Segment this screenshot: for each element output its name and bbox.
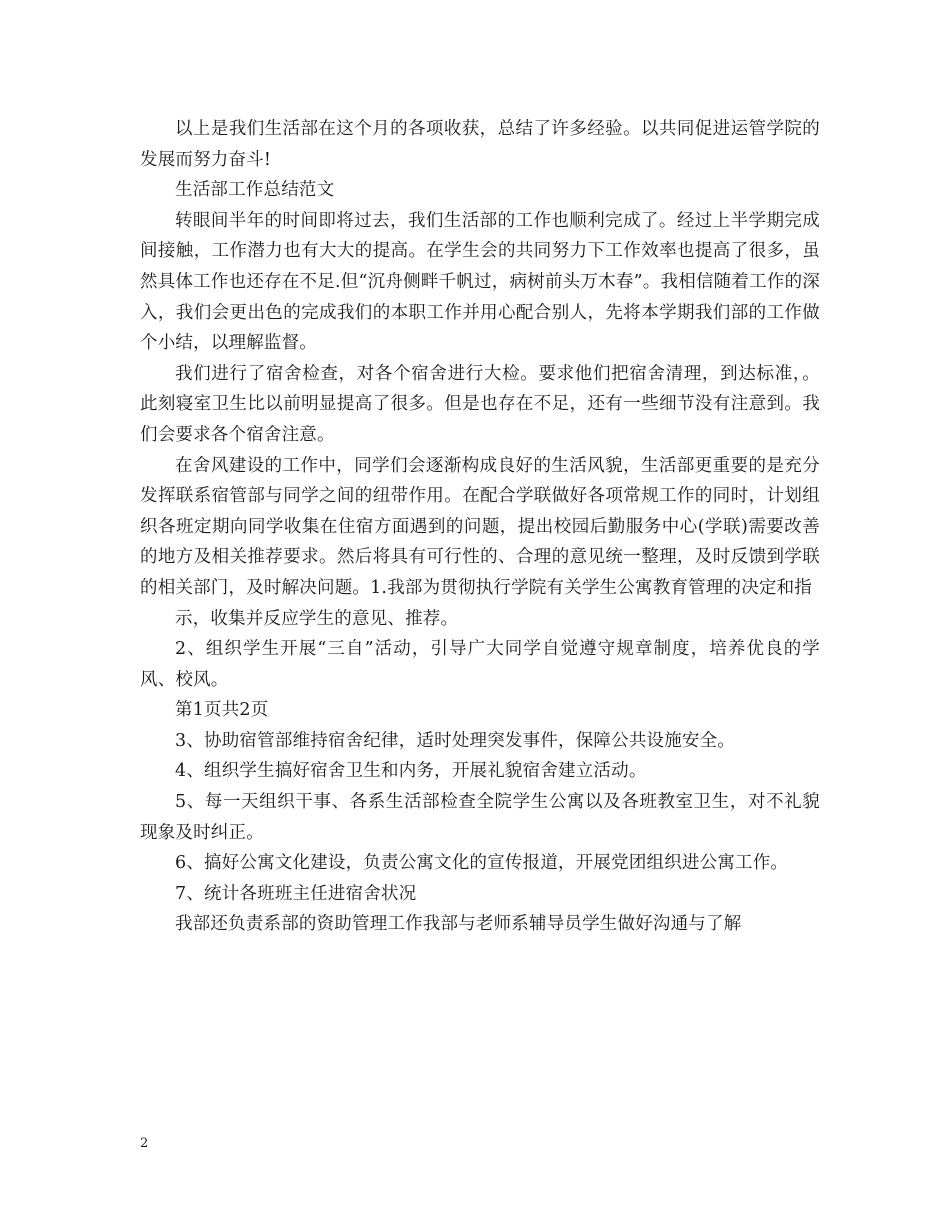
list-item-3: 3、协助宿管部维持宿舍纪律，适时处理突发事件，保障公共设施安全。 <box>175 730 736 751</box>
paragraph-closing-summary: 以上是我们生活部在这个月的各项收获，总结了许多经验。以共同促进运管学院的发展而努力奋斗! <box>140 119 820 170</box>
list-item-5: 5、每一天组织干事、各系生活部检查全院学生公寓以及各班教室卫生，对不礼貌现象及时纠正。 <box>140 792 820 843</box>
list-item-7: 7、统计各班班主任进宿舍状况 <box>175 883 417 904</box>
list-item-2: 2、组织学生开展“三自”活动，引导广大同学自觉遵守规章制度，培养优良的学风、校风。 <box>140 639 820 690</box>
page-number: 2 <box>140 1136 149 1151</box>
list-item-4: 4、组织学生搞好宿舍卫生和内务，开展礼貌宿舍建立活动。 <box>175 761 647 782</box>
paragraph-continuation: 示，收集并反应学生的意见、推荐。 <box>175 608 459 629</box>
paragraph-dorm-culture: 在舍风建设的工作中，同学们会逐渐构成良好的生活风貌，生活部更重要的是充分发挥联系宿管部与同学之间的纽带作用。在配合学联做好各项常规工作的同时，计划组织各班定期向同学收集在住宿方面遇到的问题，提出校园后勤服务中心(学联)需要改善的地方及相关推荐要求。然后将具有可行性的、合理的意见统一整理，及时反馈到学联的相关部门，及时解决问题。1.我部为贯彻执行学院有关学生公寓教育管理的决定和指 <box>140 455 820 598</box>
document-body <box>140 114 820 940</box>
list-item-6: 6、搞好公寓文化建设，负责公寓文化的宣传报道，开展党团组织进公寓工作。 <box>175 853 789 874</box>
paragraph-funding-management: 我部还负责系部的资助管理工作我部与老师系辅导员学生做好沟通与了解 <box>175 914 742 935</box>
paragraph-dorm-inspection: 我们进行了宿舍检查，对各个宿舍进行大检。要求他们把宿舍清理，到达标准，。此刻寝室卫生比以前明显提高了很多。但是也存在不足，还有一些细节没有注意到。我们会要求各个宿舍注意。 <box>140 363 820 445</box>
inline-page-marker: 第1页共2页 <box>175 700 269 721</box>
paragraph-intro: 转眼间半年的时间即将过去，我们生活部的工作也顺利完成了。经过上半学期完成间接触，工作潜力也有大大的提高。在学生会的共同努力下工作效率也提高了很多，虽然具体工作也还存在不足.但“沉舟侧畔千帆过，病树前头万木春”。我相信随着工作的深入，我们会更出色的完成我们的本职工作并用心配合别人，先将本学期我们部的工作做个小结，以理解监督。 <box>140 210 820 354</box>
section-heading: 生活部工作总结范文 <box>175 180 335 201</box>
